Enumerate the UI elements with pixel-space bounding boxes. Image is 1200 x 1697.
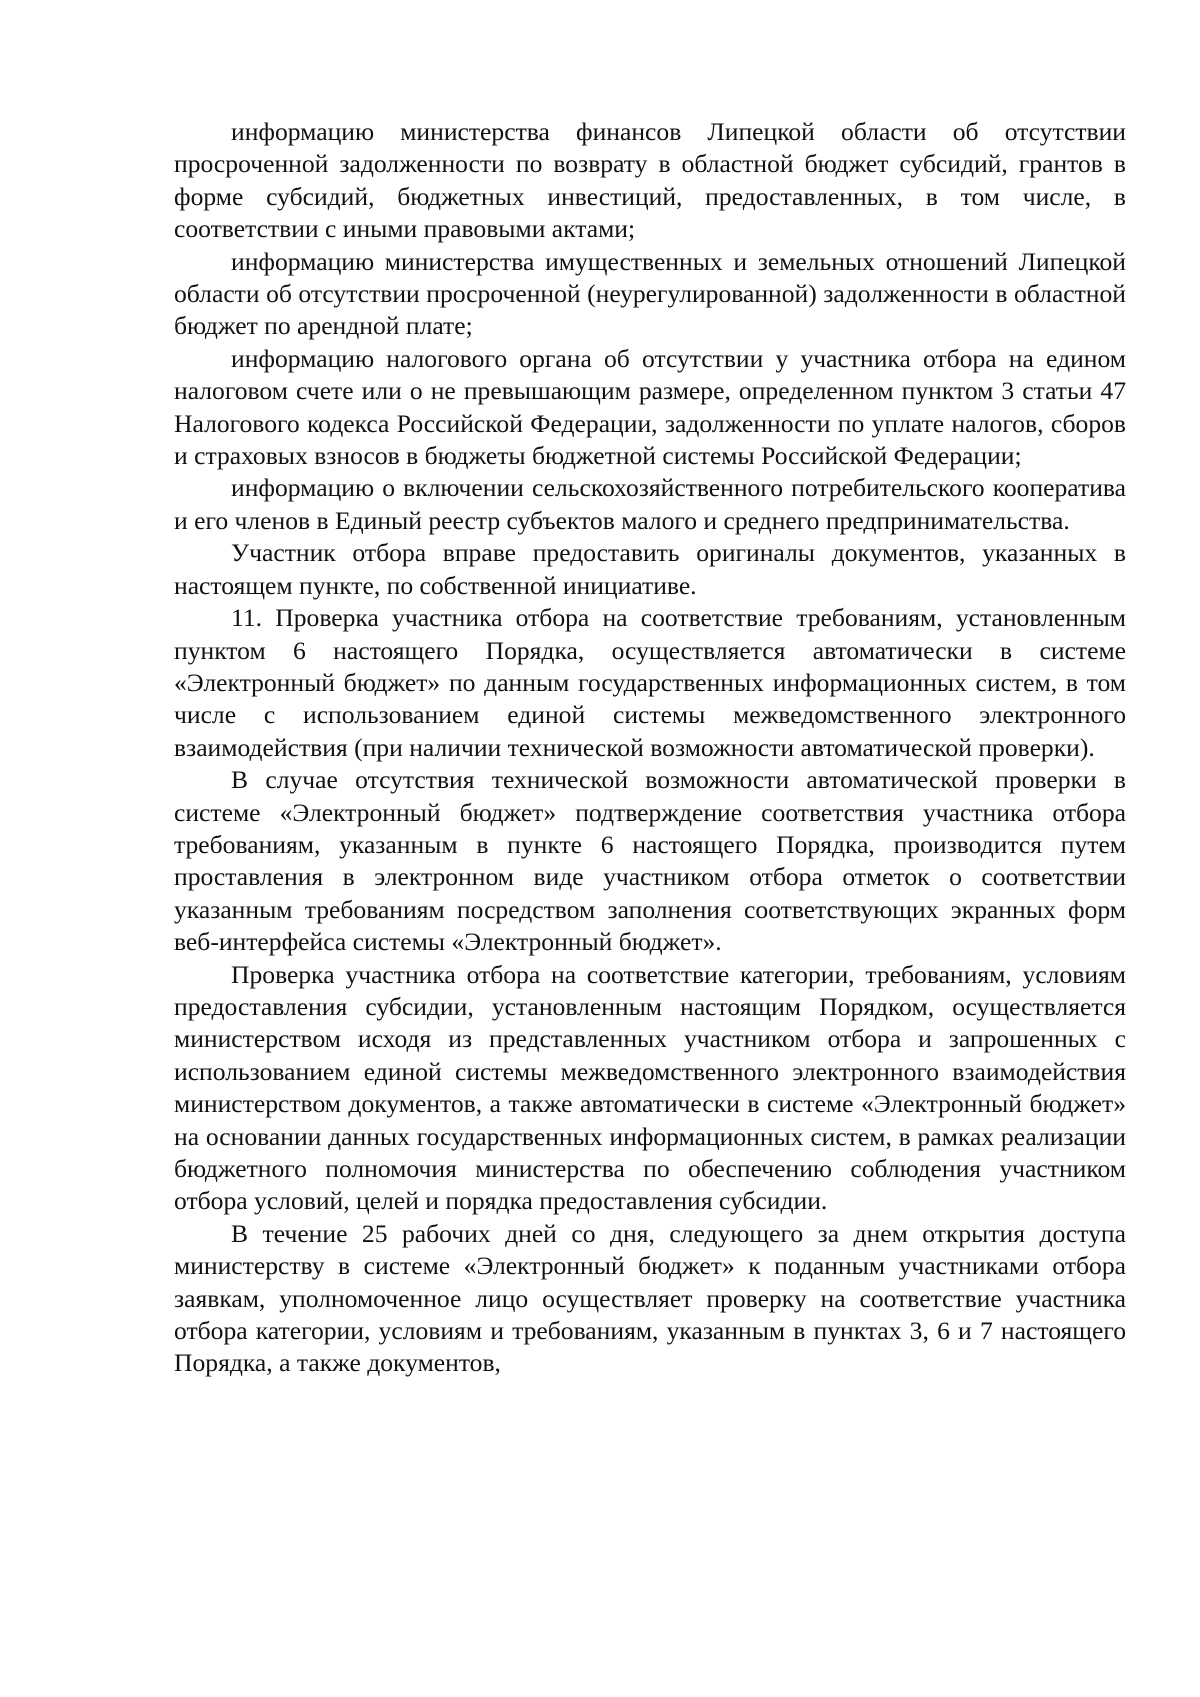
paragraph-no-technical-possibility: В случае отсутствия технической возможности автоматической проверки в системе «Электронный бюджет» подтверждение соответствия участника отбора требованиям, указанным в пункте 6 настоящего Порядка, производится путем проставления в электронном виде участником отбора отметок о соответствии указанным требованиям посредством заполнения соответствующих экранных форм веб-интерфейса системы «Электронный бюджет». [174, 765, 1126, 957]
paragraph-clause-11: 11. Проверка участника отбора на соответствие требованиям, установленным пунктом 6 настоящего Порядка, осуществляется автоматически в системе «Электронный бюджет» по данным государственных информационных систем, в том числе с использованием единой системы межведомственного электронного взаимодействия (при наличии технической возможности автоматической проверки). [174, 603, 1126, 762]
document-body [174, 116, 1126, 1380]
paragraph-original-documents: Участник отбора вправе предоставить оригиналы документов, указанных в настоящем пункте, по собственной инициативе. [174, 538, 1126, 600]
paragraph-25-working-days: В течение 25 рабочих дней со дня, следующего за днем открытия доступа министерству в системе «Электронный бюджет» к поданным участниками отбора заявкам, уполномоченное лицо осуществляет проверку на соответствие участника отбора категории, условиям и требованиям, указанным в пунктах 3, 6 и 7 настоящего Порядка, а также документов, [174, 1218, 1126, 1378]
paragraph-ministry-verification: Проверка участника отбора на соответствие категории, требованиям, условиям предоставления субсидии, установленным настоящим Порядком, осуществляется министерством исходя из представленных участником отбора и запрошенных с использованием единой системы межведомственного электронного взаимодействия министерством документов, а также автоматически в системе «Электронный бюджет» на основании данных государственных информационных систем, в рамках реализации бюджетного полномочия министерства по обеспечению соблюдения участником отбора условий, целей и порядка предоставления субсидии. [174, 959, 1126, 1216]
paragraph-info-sme-registry: информацию о включении сельскохозяйственного потребительского кооператива и его членов в Единый реестр субъектов малого и среднего предпринимательства. [174, 473, 1126, 535]
paragraph-info-finance-ministry: информацию министерства финансов Липецкой области об отсутствии просроченной задолженности по возврату в областной бюджет субсидий, грантов в форме субсидий, бюджетных инвестиций, предоставленных, в том числе, в соответствии с иными правовыми актами; [174, 117, 1126, 244]
paragraph-info-tax-authority: информацию налогового органа об отсутствии у участника отбора на едином налоговом счете или о не превышающим размере, определенном пунктом 3 статьи 47 Налогового кодекса Российской Федерации, задолженности по уплате налогов, сборов и страховых взносов в бюджеты бюджетной системы Российской Федерации; [174, 343, 1126, 471]
paragraph-info-property-ministry: информацию министерства имущественных и земельных отношений Липецкой области об отсутствии просроченной (неурегулированной) задолженности в областной бюджет по арендной плате; [174, 246, 1126, 341]
